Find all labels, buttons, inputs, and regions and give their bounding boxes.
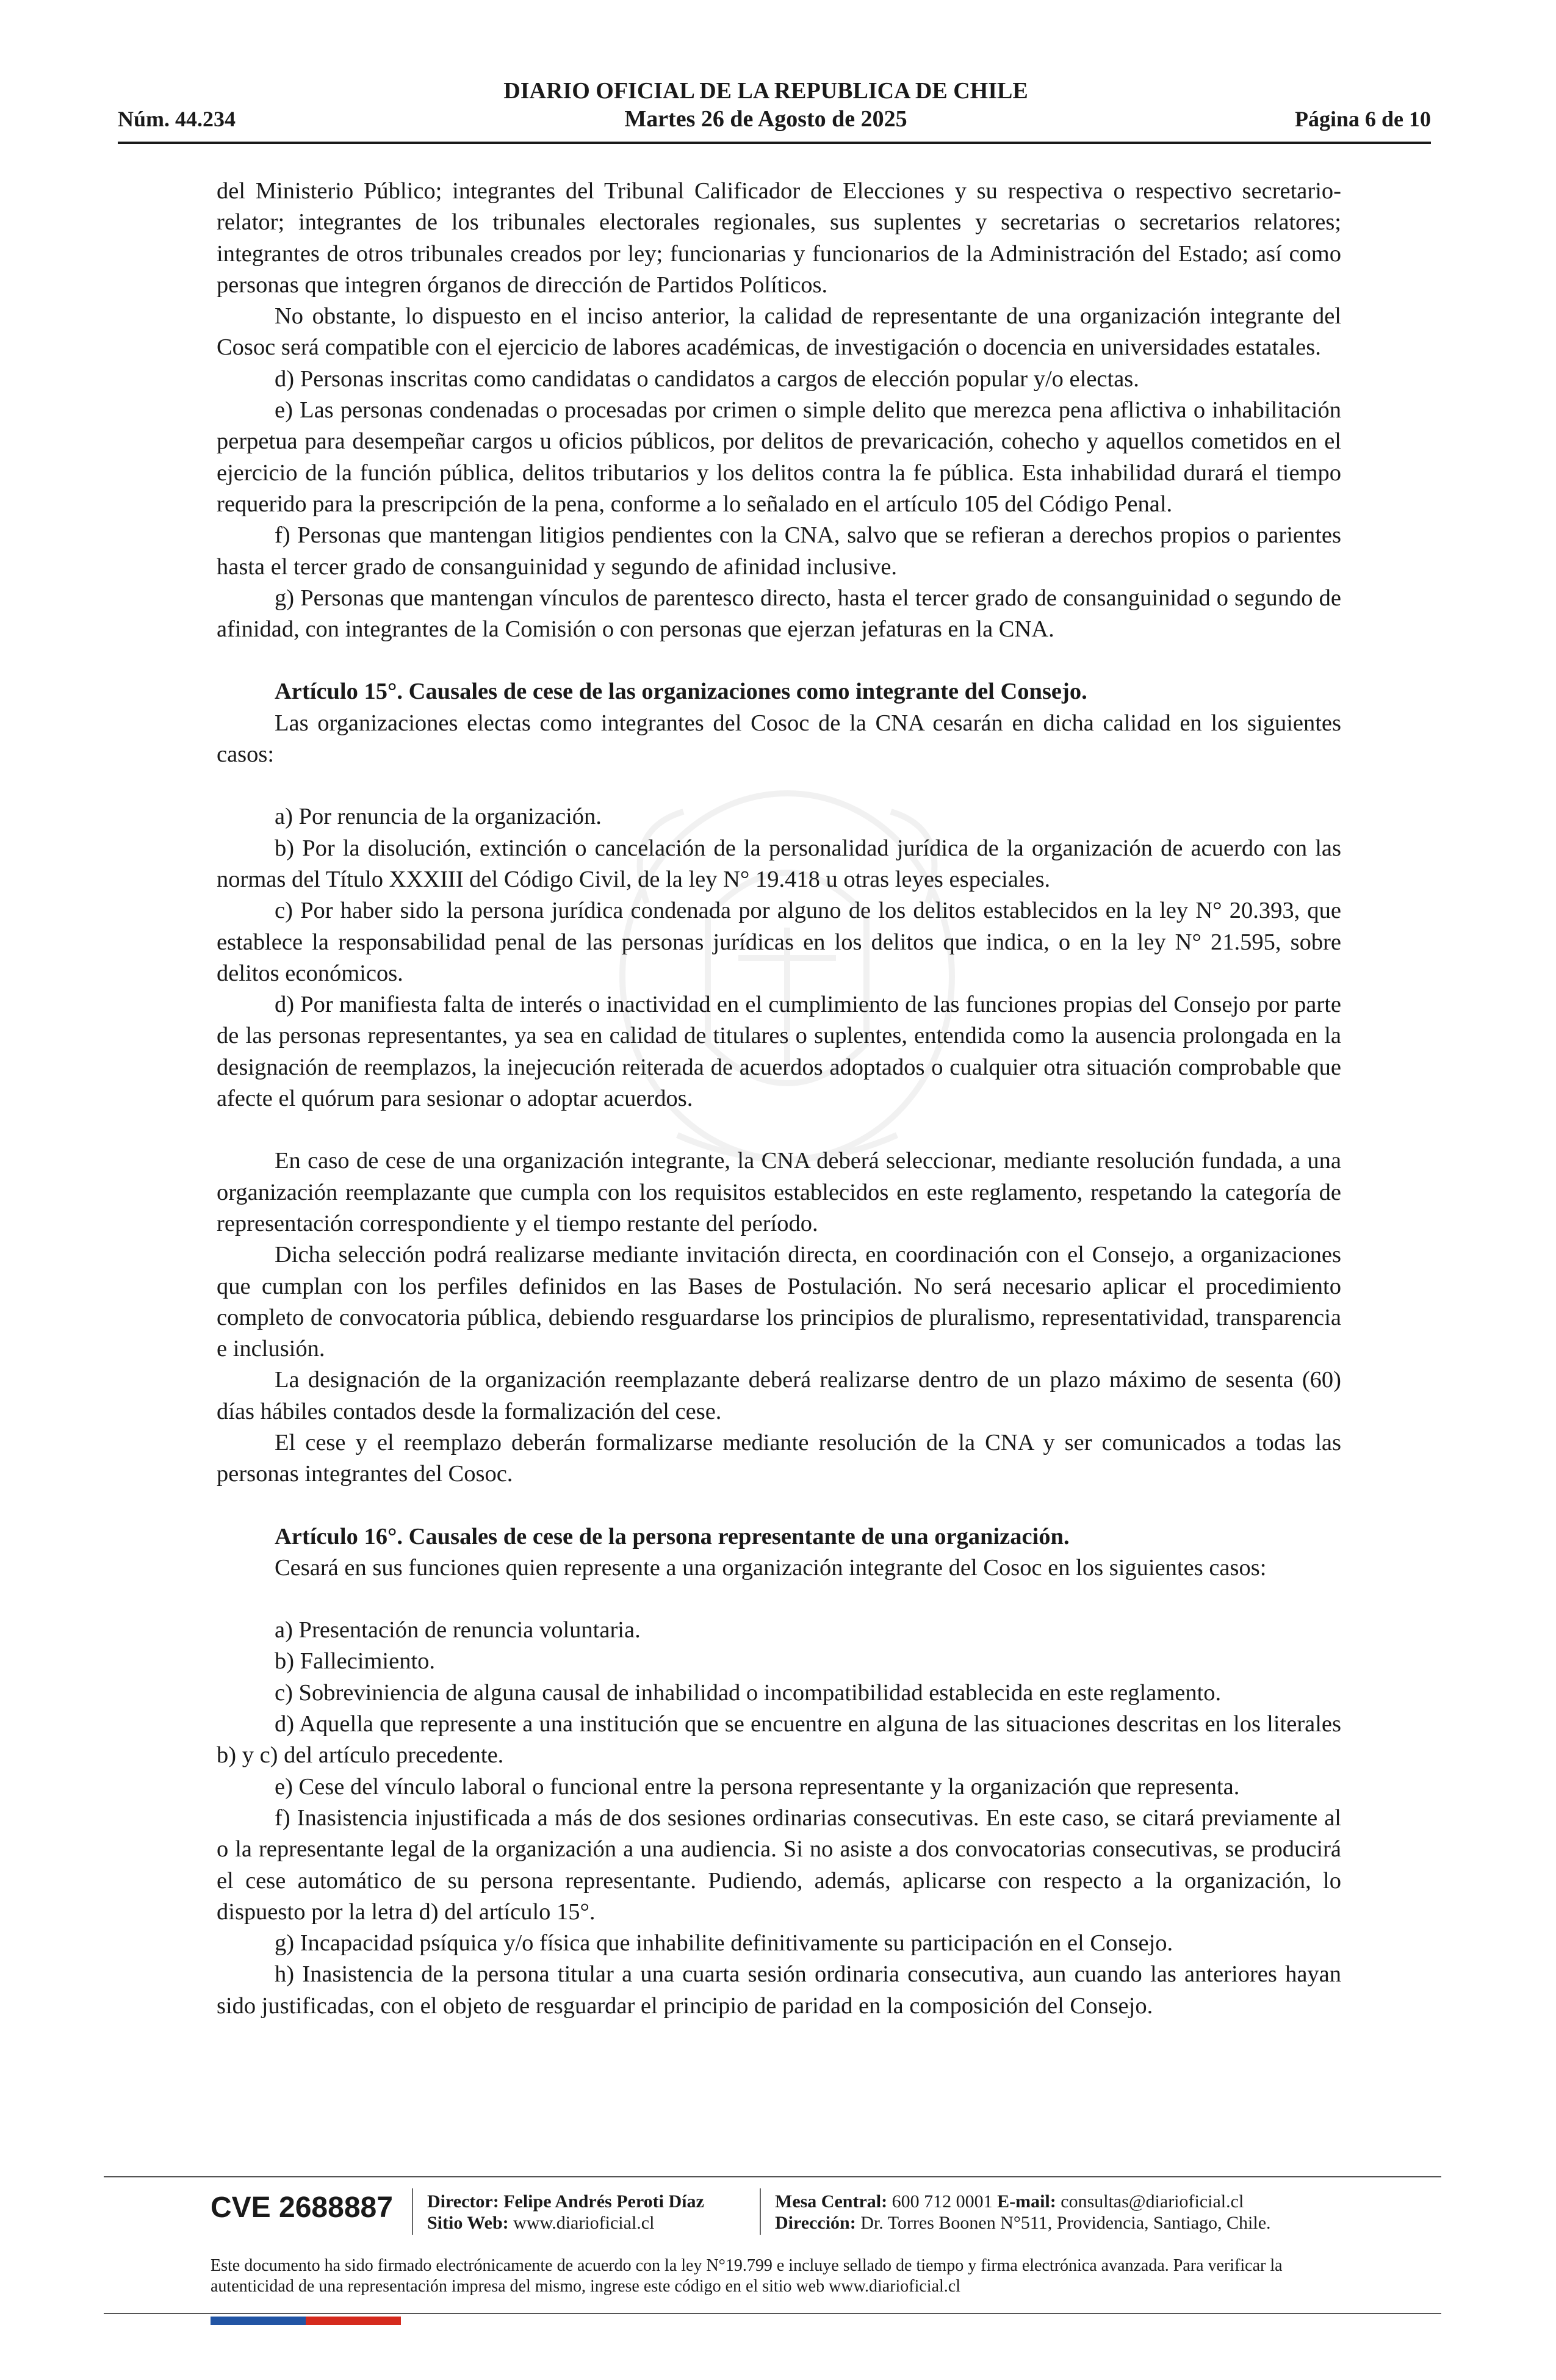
list-item: d) Por manifiesta falta de interés o inactividad en el cumplimiento de las funciones propias del Consejo por parte de las personas representantes, ya sea en calidad de titulares o suplentes, entendida como la ausencia prolongada en la designación de reemplazos, la inejecución reiterada de acuerdos adoptados o cualquier otra situación comprobable que afecte el quórum para sesionar o adoptar acuerdos. — [217, 992, 1341, 1112]
article-15-heading: Artículo 15°. Causales de cese de las organizaciones como integrante del Consejo. — [275, 679, 1087, 705]
list-item: f) Personas que mantengan litigios pendientes con la CNA, salvo que se refieran a derechos propios o parientes hasta el tercer grado de consanguinidad y segundo de afinidad inclusive. — [217, 522, 1341, 580]
flag-red-band — [306, 2317, 401, 2325]
spacer — [217, 770, 1341, 801]
chile-flag-stripe — [211, 2317, 401, 2325]
list-item: b) Fallecimiento. — [275, 1648, 436, 1675]
list-item: e) Cese del vínculo laboral o funcional entre la persona representante y la organización que representa. — [275, 1773, 1240, 1800]
paragraph: No obstante, lo dispuesto en el inciso anterior, la calidad de representante de una organización integrante del Cosoc será compatible con el ejercicio de labores académicas, de investigación o docencia en universidades estatales. — [217, 303, 1341, 361]
phone-label: Mesa Central: — [775, 2191, 888, 2212]
page-number: Página 6 de 10 — [1294, 107, 1431, 131]
journal-title: DIARIO OFICIAL DE LA REPUBLICA DE CHILE — [503, 78, 1028, 104]
spacer — [217, 1490, 1341, 1521]
footer-contact-block — [775, 2191, 1271, 2234]
paragraph: Las organizaciones electas como integrantes del Cosoc de la CNA cesarán en dicha calidad en los siguientes casos: — [217, 710, 1341, 768]
flag-blue-band — [211, 2317, 306, 2325]
issue-number: Núm. 44.234 — [118, 107, 236, 131]
list-item: h) Inasistencia de la persona titular a una cuarta sesión ordinaria consecutiva, aun cuando las anteriores hayan sido justificadas, con el objeto de resguardar el principio de paridad en la composición del Consejo. — [217, 1961, 1341, 2019]
paragraph: Cesará en sus funciones quien represente a una organización integrante del Cosoc en los siguientes casos: — [275, 1554, 1267, 1581]
document-body — [217, 176, 1341, 2022]
issue-date: Martes 26 de Agosto de 2025 — [624, 106, 907, 132]
website-label: Sitio Web: — [427, 2213, 509, 2233]
article-16-heading: Artículo 16°. Causales de cese de la persona representante de una organización. — [275, 1523, 1070, 1549]
footer-divider — [104, 2176, 1441, 2177]
list-item: b) Por la disolución, extinción o cancelación de la personalidad jurídica de la organización de acuerdo con las normas del Título XXXIII del Código Civil, de la ley N° 19.418 u otras leyes especiales. — [217, 835, 1341, 892]
list-item: c) Sobreviniencia de alguna causal de inhabilidad o incompatibilidad establecida en este reglamento. — [275, 1679, 1222, 1706]
paragraph: Dicha selección podrá realizarse mediante invitación directa, en coordinación con el Consejo, a organizaciones que cumplan con los perfiles definidos en las Bases de Postulación. No será necesario aplicar el procedimiento completo de convocatoria pública, debiendo resguardarse los principios de pluralismo, representatividad, transparencia e inclusión. — [217, 1242, 1341, 1362]
director-name: Felipe Andrés Peroti Díaz — [503, 2191, 704, 2212]
email-label: E-mail: — [997, 2191, 1056, 2212]
address-label: Dirección: — [775, 2213, 856, 2233]
page-header — [101, 74, 1431, 146]
list-item: e) Las personas condenadas o procesadas por crimen o simple delito que merezca pena aflictiva o inhabilitación perpetua para desempeñar cargos u oficios públicos, por delitos de prevaricación, cohecho y aquellos cometidos en el ejercicio de la función pública, delitos tributarios y los delitos contra la fe pública. Esta inhabilidad durará el tiempo requerido para la prescripción de la pena, conforme a lo señalado en el artículo 105 del Código Penal. — [217, 397, 1341, 517]
list-item: d) Personas inscritas como candidatas o candidatos a cargos de elección popular y/o electas. — [275, 366, 1139, 392]
spacer — [217, 1584, 1341, 1615]
paragraph: El cese y el reemplazo deberán formalizarse mediante resolución de la CNA y ser comunicados a todas las personas integrantes del Cosoc. — [217, 1429, 1341, 1487]
list-item: g) Personas que mantengan vínculos de parentesco directo, hasta el tercer grado de consanguinidad o segundo de afinidad, con integrantes de la Comisión o con personas que ejerzan jefaturas en la CNA. — [217, 585, 1341, 643]
footer-director-block — [427, 2191, 704, 2234]
website-link[interactable]: www.diarioficial.cl — [513, 2213, 655, 2233]
director-label: Director: — [427, 2191, 499, 2212]
list-item: d) Aquella que represente a una institución que se encuentre en alguna de las situaciones descritas en los literales b) y c) del artículo precedente. — [217, 1711, 1341, 1769]
list-item: f) Inasistencia injustificada a más de dos sesiones ordinarias consecutivas. En este caso, se citará previamente al o la representante legal de la organización a una audiencia. Si no asiste a dos convocatorias consecutivas, se producirá el cese automático de su persona representante. Pudiendo, además, aplicarse con respecto a la organización, lo dispuesto por la letra d) del artículo 15°. — [217, 1805, 1341, 1925]
footer-bottom-divider — [104, 2313, 1441, 2314]
paragraph: La designación de la organización reemplazante deberá realizarse dentro de un plazo máximo de sesenta (60) días hábiles contados desde la formalización del cese. — [217, 1367, 1341, 1424]
spacer — [217, 645, 1341, 676]
footer-separator — [412, 2188, 413, 2235]
email-link[interactable]: consultas@diarioficial.cl — [1061, 2191, 1244, 2212]
spacer — [217, 1114, 1341, 1145]
paragraph: del Ministerio Público; integrantes del Tribunal Calificador de Elecciones y su respectiva o respectivo secretario-relator; integrantes de los tribunales electorales regionales, sus suplentes y secretarias o secretarios relatores; integrantes de otros tribunales creados por ley; funcionarias y funcionarios de la Administración del Estado; así como personas que integren órganos de dirección de Partidos Políticos. — [217, 178, 1341, 298]
list-item: a) Presentación de renuncia voluntaria. — [275, 1617, 641, 1643]
footer-separator — [760, 2188, 761, 2235]
list-item: a) Por renuncia de la organización. — [275, 804, 602, 830]
list-item: g) Incapacidad psíquica y/o física que inhabilite definitivamente su participación en el Consejo. — [275, 1930, 1173, 1956]
list-item: c) Por haber sido la persona jurídica condenada por alguno de los delitos establecidos en la ley N° 20.393, que establece la responsabilidad penal de las personas jurídicas en los delitos que indica, o en la ley N° 21.595, sobre delitos económicos. — [217, 898, 1341, 986]
header-divider — [118, 142, 1431, 144]
cve-code: CVE 2688887 — [211, 2191, 393, 2224]
signature-notice: Este documento ha sido firmado electrónicamente de acuerdo con la ley N°19.799 e incluye sellado de tiempo y firma electrónica avanzada. Para verificar la autenticidad de una representación impresa del mismo, ingrese este código en el sitio web www.diarioficial.cl — [211, 2256, 1283, 2296]
address-value: Dr. Torres Boonen N°511, Providencia, Santiago, Chile. — [860, 2213, 1271, 2233]
masthead — [101, 77, 1431, 133]
paragraph: En caso de cese de una organización integrante, la CNA deberá seleccionar, mediante resolución fundada, a una organización reemplazante que cumpla con los requisitos establecidos en este reglamento, respetando la categoría de representación correspondiente y el tiempo restante del período. — [217, 1148, 1341, 1236]
phone-value: 600 712 0001 — [891, 2191, 993, 2212]
